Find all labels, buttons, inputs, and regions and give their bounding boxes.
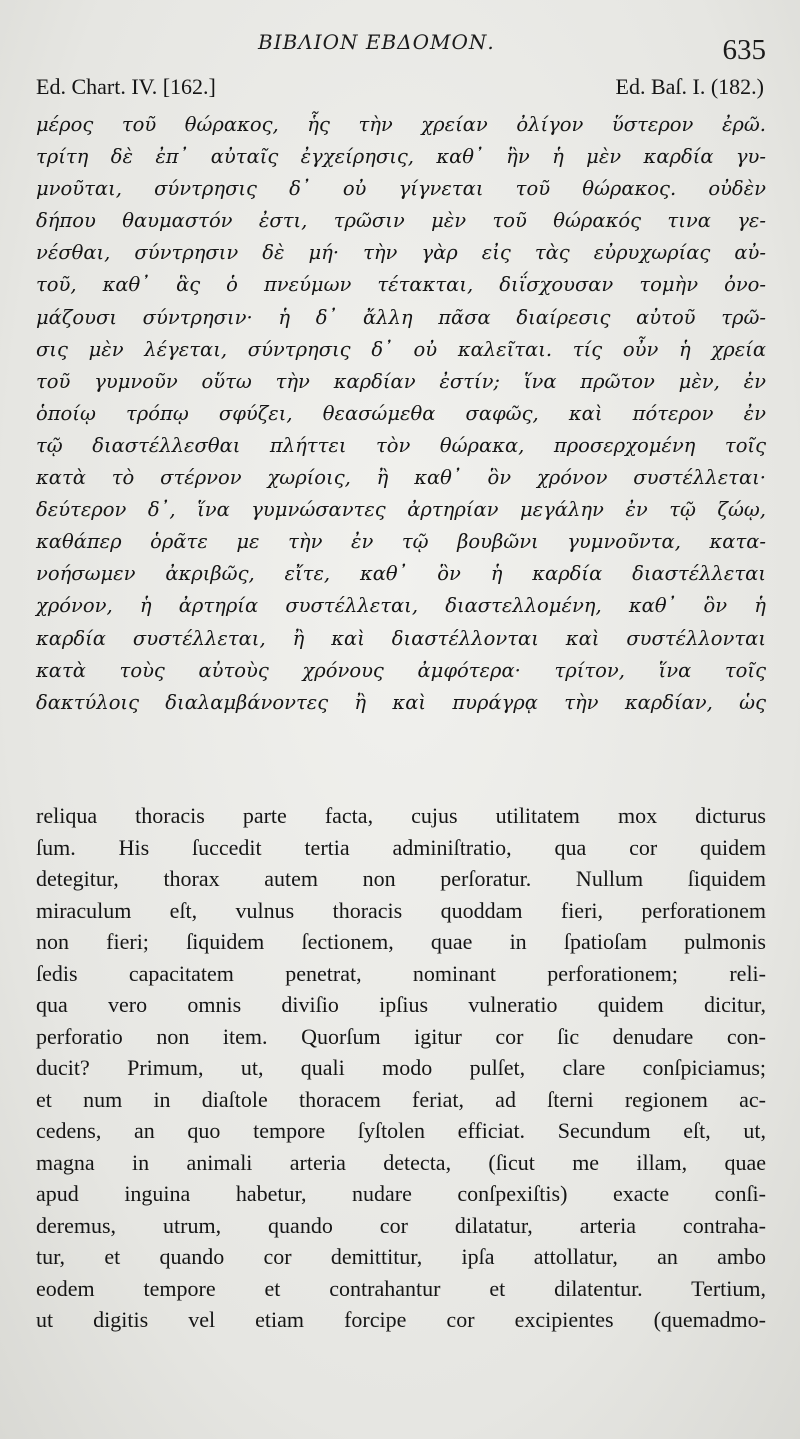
greek-text-line: τοῦ, καθ᾽ ἃς ὁ πνεύμων τέτακται, διΐσχουσαν τομὴν ὀνο-	[36, 273, 766, 297]
greek-text-line: ὁποίῳ τρόπῳ σφύζει, θεασώμεθα σαφῶς, καὶ πότερον ἐν	[36, 401, 766, 425]
latin-text-line: perforatio non item. Quorſum igitur cor ſic denudare con-	[36, 1023, 766, 1049]
latin-text-line: miraculum eſt, vulnus thoracis quoddam fieri, perforationem	[36, 897, 766, 923]
greek-text-line: τοῦ γυμνοῦν οὕτω τὴν καρδίαν ἐστίν; ἵνα πρῶτον μὲν, ἐν	[36, 369, 766, 393]
latin-text-line: qua vero omnis diviſio ipſius vulneratio quidem dicitur,	[36, 992, 766, 1017]
greek-text-line: κατὰ τὸ στέρνον χωρίοις, ἢ καθ᾽ ὃν χρόνον συστέλλεται·	[36, 466, 766, 490]
greek-text-line: τῷ διαστέλλεσθαι πλήττει τὸν θώρακα, προσερχομένη τοῖς	[36, 433, 766, 457]
greek-text-line: τρίτη δὲ ἐπ᾽ αὐταῖς ἐγχείρησις, καθ᾽ ἣν ἡ μὲν καρδία γυ-	[36, 145, 766, 169]
greek-text-line: δήπου θαυμαστόν ἐστι, τρῶσιν μὲν τοῦ θώρακός τινα γε-	[36, 209, 766, 233]
latin-text-line: et num in diaſtole thoracem feriat, ad ſterni regionem ac-	[36, 1086, 766, 1112]
greek-text-line: καρδία συστέλλεται, ἢ καὶ διαστέλλονται καὶ συστέλλονται	[36, 626, 766, 650]
greek-text-line: δακτύλοις διαλαμβάνοντες ἢ καὶ πυράγρᾳ τὴν καρδίαν, ὡς	[36, 690, 766, 714]
latin-text-line: deremus, utrum, quando cor dilatatur, arteria contraha-	[36, 1212, 766, 1238]
greek-text-line: χρόνον, ἡ ἀρτηρία συστέλλεται, διαστελλομένη, καθ᾽ ὃν ἡ	[36, 594, 766, 618]
greek-text-block	[36, 109, 766, 719]
edition-reference-chartier: Ed. Chart. IV. [162.]	[36, 74, 216, 99]
greek-text-line: σις μὲν λέγεται, σύντρησις δ᾽ οὐ καλεῖται. τίς οὖν ἡ χρεία	[36, 337, 766, 361]
latin-text-line: ſedis capacitatem penetrat, nominant perforationem; reli-	[36, 960, 766, 986]
latin-text-line: non fieri; ſiquidem ſectionem, quae in ſpatioſam pulmonis	[36, 929, 766, 954]
running-title: ΒΙΒΛΙΟΝ ΕΒΔΟΜΟΝ.	[258, 30, 495, 54]
latin-text-line: cedens, an quo tempore ſyſtolen efficiat. Secundum eſt, ut,	[36, 1118, 766, 1143]
latin-text-line: ducit? Primum, ut, quali modo pulſet, clare conſpiciamus;	[36, 1055, 766, 1080]
latin-text-line: magna in animali arteria detecta, (ſicut me illam, quae	[36, 1149, 766, 1175]
greek-text-line: κατὰ τοὺς αὐτοὺς χρόνους ἀμφότερα· τρίτον, ἵνα τοῖς	[36, 658, 766, 682]
latin-text-line: detegitur, thorax autem non perſoratur. Nullum ſiquidem	[36, 866, 766, 891]
latin-translation-block	[36, 800, 766, 1336]
greek-text-line: νέσθαι, σύντρησιν δὲ μή· τὴν γὰρ εἰς τὰς εὐρυχωρίας αὐ-	[36, 241, 766, 265]
greek-text-line: νοήσωμεν ἀκριβῶς, εἴτε, καθ᾽ ὃν ἡ καρδία διαστέλλεται	[36, 562, 766, 586]
latin-text-line: eodem tempore et contrahantur et dilatentur. Tertium,	[36, 1275, 766, 1301]
greek-text-line: μνοῦται, σύντρησις δ᾽ οὐ γίγνεται τοῦ θώρακος. οὐδὲν	[36, 177, 766, 201]
latin-text-line: tur, et quando cor demittitur, ipſa attollatur, an ambo	[36, 1244, 766, 1269]
greek-text-line: δεύτερον δ᾽, ἵνα γυμνώσαντες ἀρτηρίαν μεγάλην ἐν τῷ ζώῳ,	[36, 498, 766, 522]
greek-text-line: μάζουσι σύντρησιν· ἡ δ᾽ ἄλλη πᾶσα διαίρεσις αὐτοῦ τρῶ-	[36, 305, 766, 329]
greek-text-line: καθάπερ ὁρᾶτε με τὴν ἐν τῷ βουβῶνι γυμνοῦντα, κατα-	[36, 530, 766, 554]
latin-text-line: ſum. His ſuccedit tertia adminiſtratio, qua cor quidem	[36, 834, 766, 860]
greek-text-line: μέρος τοῦ θώρακος, ἧς τὴν χρείαν ὀλίγον ὕστερον ἐρῶ.	[36, 113, 766, 136]
page-number: 635	[722, 34, 766, 66]
latin-text-line: reliqua thoracis parte facta, cujus utilitatem mox dicturus	[36, 803, 766, 828]
latin-text-line: ut digitis vel etiam forcipe cor excipientes (quemadmo-	[36, 1307, 766, 1332]
latin-text-line: apud inguina habetur, nudare conſpexiſtis) exacte conſi-	[36, 1181, 766, 1206]
edition-reference-basel: Ed. Baſ. I. (182.)	[615, 74, 764, 99]
